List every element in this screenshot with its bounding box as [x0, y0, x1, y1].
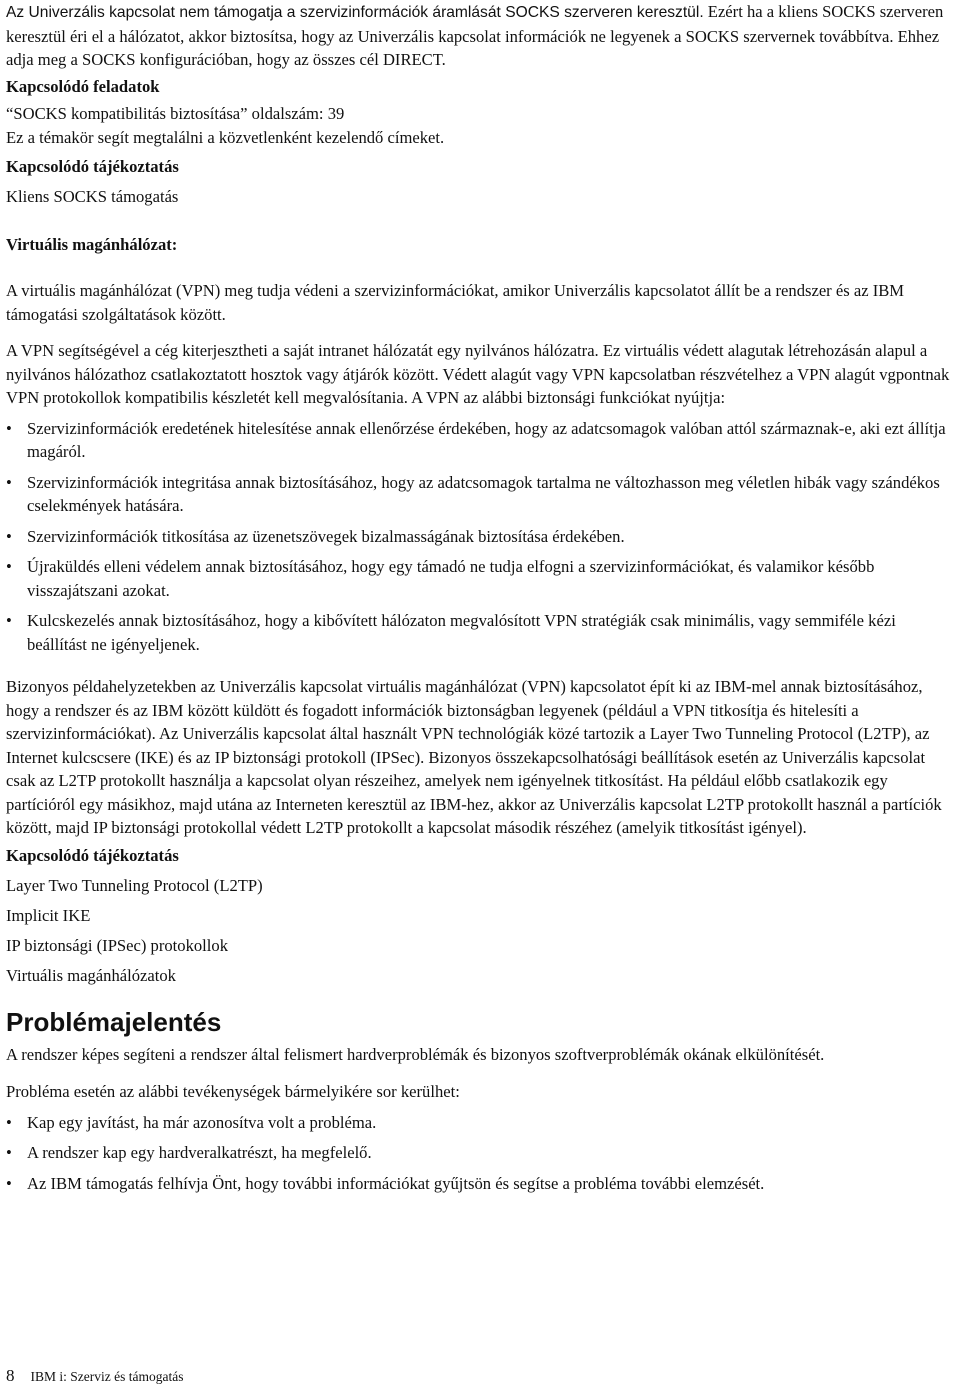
- related-info-link-ike[interactable]: Implicit IKE: [6, 905, 91, 925]
- related-info-link-l2tp[interactable]: Layer Two Tunneling Protocol (L2TP): [6, 875, 263, 895]
- problem-paragraph-2: Probléma esetén az alábbi tevékenységek bármelyikére sor kerülhet:: [6, 1082, 460, 1101]
- vpn-heading: Virtuális magánhálózat:: [6, 235, 178, 254]
- related-info-link[interactable]: Kliens SOCKS támogatás: [6, 187, 179, 206]
- related-info-heading-1: Kapcsolódó tájékoztatás: [6, 157, 179, 176]
- section-title: Problémajelentés: [6, 1006, 222, 1037]
- list-item: • Szervizinformációk eredetének hitelesítése annak ellenőrzése érdekében, hogy az adatcsomagok valóban attól származnak-e, aki ezt állítja magáról.: [6, 417, 956, 464]
- vpn-feature-list: [6, 417, 956, 657]
- page-footer: [6, 1367, 183, 1386]
- list-item: • Kulcskezelés annak biztosításához, hogy a kibővített hálózaton megvalósított VPN stratégiák csak minimális, vagy semmiféle kézi beállítást ne igényeljenek.: [6, 609, 956, 656]
- related-tasks-heading: Kapcsolódó feladatok: [6, 76, 160, 96]
- related-task-description: Ez a témakör segít megtalálni a közvetlenként kezelendő címeket.: [6, 127, 445, 147]
- related-info-heading-2: Kapcsolódó tájékoztatás: [6, 845, 179, 865]
- list-item: • Újraküldés elleni védelem annak biztosításához, hogy egy támadó ne tudja elfogni a szervizinformációkat, és valamikor később visszajátszani azokat.: [6, 555, 956, 602]
- problem-activity-list: [6, 1111, 956, 1196]
- related-info-link-ipsec[interactable]: IP biztonsági (IPSec) protokollok: [6, 935, 228, 955]
- related-task-link[interactable]: “SOCKS kompatibilitás biztosítása” oldalszám: 39: [6, 103, 345, 123]
- intro-sans-text: Az Univerzális kapcsolat nem támogatja a szervizinformációk áramlását SOCKS szerveren keresztül.: [6, 4, 704, 21]
- list-item: • A rendszer kap egy hardveralkatrészt, ha megfelelő.: [6, 1141, 956, 1165]
- list-item: • Szervizinformációk titkosítása az üzenetszövegek bizalmasságának biztosítása érdekében.: [6, 525, 956, 549]
- list-item: • Kap egy javítást, ha már azonosítva volt a probléma.: [6, 1111, 956, 1135]
- problem-paragraph-1: A rendszer képes segíteni a rendszer által felismert hardverproblémák és bizonyos szoftverproblémák okának elkülönítését.: [6, 1044, 825, 1064]
- related-info-link-vpn[interactable]: Virtuális magánhálózatok: [6, 965, 176, 985]
- list-item: • Szervizinformációk integritása annak biztosításához, hogy az adatcsomagok tartalma ne változhasson meg véletlen hibák vagy szándékos cselekmények hatására.: [6, 471, 956, 518]
- page-number: 8: [6, 1366, 15, 1385]
- book-title: IBM i: Szerviz és támogatás: [30, 1369, 184, 1384]
- list-item: • Az IBM támogatás felhívja Önt, hogy további információkat gyűjtsön és segítse a probléma további elemzését.: [6, 1172, 956, 1196]
- intro-paragraph: [6, 0, 956, 72]
- document-page: [6, 0, 956, 1195]
- vpn-paragraph-3: Bizonyos példahelyzetekben az Univerzális kapcsolat virtuális magánhálózat (VPN) kapcsolatot épít ki az IBM-mel annak biztosításához, hogy a rendszer és az IBM között küldött és fogadott információk biztonságban legyenek (például a VPN titkosítja és hitelesíti a szervizinformációkat). Az Univerzális kapcsolat által használt VPN technológiák közé tartozik a Layer Two Tunneling Protocol (L2TP), az Internet kulcscsere (IKE) és az IP biztonsági protokoll (IPSec). Bizonyos összekapcsolhatósági beállítások esetén az Univerzális kapcsolat csak az L2TP protokollt használja a kapcsolat olyan részeihez, amelyek nem igényelnek titkosítást. Ha például előbb csatlakozik egy partícióról egy másikhoz, majd utána az Interneten keresztül az IBM-hez, akkor az Univerzális kapcsolat L2TP protokollt használ a partíciók között, majd IP biztonsági protokollal védett L2TP protokollt a kapcsolat második részéhez (amelyik titkosítást igényel).: [6, 677, 942, 837]
- intro-rest-text: Ezért ha a kliens SOCKS szerveren keresztül éri el a hálózatot, akkor biztosítsa, hogy az Univerzális kapcsolat információk ne legyenek a SOCKS szervernek továbbítva. Ehhez adja meg a SOCKS konfigurációban, hogy az összes cél DIRECT.: [6, 2, 944, 69]
- vpn-paragraph-2: A VPN segítségével a cég kiterjesztheti a saját intranet hálózatát egy nyilvános hálózatra. Ez virtuális védett alagutak létrehozásán alapul a nyilvános hálózathoz csatlakoztatott hosztok vagy átjárók között. Védett alagút vagy VPN kapcsolatban részvételhez a VPN alagút vgpontnak VPN protokollok kompatibilis készletét kell megvalósítania. A VPN az alábbi biztonsági funkciókat nyújtja:: [6, 341, 950, 407]
- vpn-paragraph-1: A virtuális magánhálózat (VPN) meg tudja védeni a szervizinformációkat, amikor Univerzális kapcsolatot állít be a rendszer és az IBM támogatási szolgáltatások között.: [6, 281, 905, 324]
